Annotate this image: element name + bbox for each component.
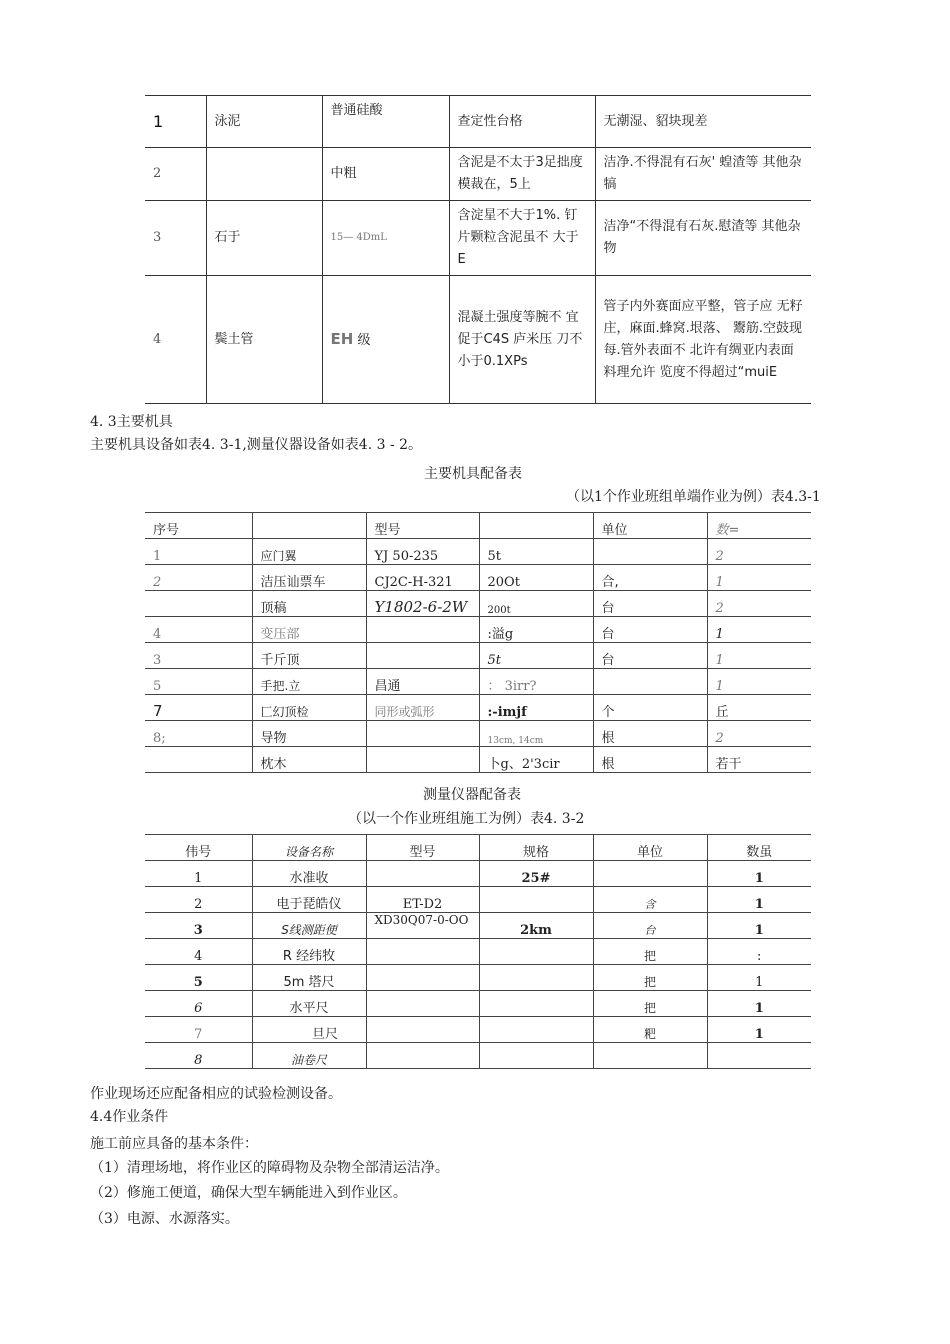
cell-name: 油卷尺: [252, 1043, 366, 1069]
cell-no: 7: [145, 1017, 252, 1043]
table-row: [145, 1043, 811, 1069]
survey-table: [145, 834, 811, 1069]
table-row: [145, 695, 811, 721]
cell-qty: 1: [707, 991, 811, 1017]
table-header-row: [145, 513, 811, 539]
cell-qty: 若干: [707, 747, 811, 773]
table-row: [145, 565, 811, 591]
machine-table-subtitle: （以1个作业班组单端作业为例）表4.3-1: [566, 489, 821, 505]
condition-item-1: （1）清理场地，将作业区的障碍物及杂物全部清运洁净。: [90, 1160, 449, 1176]
row-number: 1: [145, 96, 206, 148]
material-requirement: 混凝土强度等腕不 宜促于C4S 庐米压 刀不小于0.1XPs: [449, 276, 595, 404]
cell-spec: 2km: [479, 913, 593, 939]
cell-unit: 粑: [593, 1017, 707, 1043]
grade-suffix: 级: [357, 332, 371, 348]
cell-name: 变压部: [252, 617, 366, 643]
cell-spec: [479, 887, 593, 913]
table-row: [145, 148, 811, 201]
cell-model: [366, 1017, 479, 1043]
cell-model: [366, 861, 479, 887]
header-cell: 型号: [366, 835, 479, 861]
material-spec: 中粗: [322, 148, 449, 201]
cell-model: [366, 1043, 479, 1069]
cell-name: 水平尺: [252, 991, 366, 1017]
material-name: [206, 148, 322, 201]
cell-no: 6: [145, 991, 252, 1017]
table-row: [145, 721, 811, 747]
cell-name: 应门翼: [252, 539, 366, 565]
paragraph-4-3: 主要机具设备如表4. 3-1,测量仪器设备如表4. 3 - 2。: [90, 437, 423, 453]
table-row: [145, 201, 811, 276]
table-row: [145, 965, 811, 991]
cell-unit: 把: [593, 965, 707, 991]
cell-no: 5: [145, 965, 252, 991]
cell-name: 匚幻顶检: [252, 695, 366, 721]
material-name: 泳泥: [206, 96, 322, 148]
header-cell: 序号: [145, 513, 252, 539]
cell-name: S线测距便: [252, 913, 366, 939]
cell-no: 1: [145, 861, 252, 887]
cell-unit: 把: [593, 991, 707, 1017]
header-cell: 数=: [707, 513, 811, 539]
cell-unit: 把: [593, 939, 707, 965]
cell-spec: 20Ot: [479, 565, 593, 591]
table-row: [145, 939, 811, 965]
cell-spec: [479, 1017, 593, 1043]
cell-no: [145, 591, 252, 617]
cell-qty: 1: [707, 861, 811, 887]
cell-model: YJ 50-235: [366, 539, 479, 565]
survey-table-subtitle: （以一个作业班组施工为例）表4. 3-2: [348, 811, 585, 827]
header-cell: 设备名称: [252, 835, 366, 861]
material-spec: 15— 4DmL: [322, 201, 449, 276]
material-note: 无潮湿、貂块现差: [595, 96, 811, 148]
cell-name: 电于琵皓仪: [252, 887, 366, 913]
cell-spec: [479, 991, 593, 1017]
cell-qty: 2: [707, 591, 811, 617]
cell-qty: 丘: [707, 695, 811, 721]
cell-qty: 1: [707, 669, 811, 695]
cell-no: 4: [145, 939, 252, 965]
cell-no: 3: [145, 643, 252, 669]
grade-code: EH: [330, 329, 354, 348]
cell-model: 昌通: [366, 669, 479, 695]
material-spec: [322, 276, 449, 404]
cell-no: 8: [145, 1043, 252, 1069]
cell-spec: 5t: [479, 539, 593, 565]
cell-name: 顶稿: [252, 591, 366, 617]
cell-no: [145, 747, 252, 773]
cell-unit: 个: [593, 695, 707, 721]
cell-spec: 卜g、2'3cir: [479, 747, 593, 773]
material-requirement: 含淀星不大于1%. 钉片颗粒含泥虽不 大于E: [449, 201, 595, 276]
table-row: [145, 643, 811, 669]
material-spec: 普通硅酸: [322, 96, 449, 148]
cell-spec: 25#: [479, 861, 593, 887]
paragraph-tail: 作业现场还应配备相应的试验检测设备。: [90, 1086, 342, 1102]
table-row: [145, 276, 811, 404]
material-note: 管子内外赛面应平整，管子应 无籽庄，麻面.蜂窝.垠落、 鬻筋.空鼓现每.管外表面不 北许有绸亚内表面料理允许 览度不得超过“muiE: [595, 276, 811, 404]
cell-name: 枕木: [252, 747, 366, 773]
cell-qty: 1: [707, 887, 811, 913]
cell-model: [366, 747, 479, 773]
cell-name: 水准收: [252, 861, 366, 887]
cell-no: 2: [145, 565, 252, 591]
cell-spec: :溢g: [479, 617, 593, 643]
cell-qty: 1: [707, 565, 811, 591]
header-cell: 型号: [366, 513, 479, 539]
cell-spec: 13cm, 14cm: [479, 721, 593, 747]
material-name: 石于: [206, 201, 322, 276]
table-row: [145, 887, 811, 913]
material-note: 洁净“不得混有石灰.慰渣等 其他杂物: [595, 201, 811, 276]
table-row: [145, 861, 811, 887]
cell-spec: [479, 1043, 593, 1069]
cell-no: 7: [145, 695, 252, 721]
cell-no: 8;: [145, 721, 252, 747]
material-requirement: 含泥是不太于3足拙度模裁在，5上: [449, 148, 595, 201]
cell-model: [366, 617, 479, 643]
header-cell: 数虽: [707, 835, 811, 861]
table-row: [145, 669, 811, 695]
cell-qty: 1: [707, 1017, 811, 1043]
cell-spec: 200t: [479, 591, 593, 617]
section-heading-4-3: 4. 3主要机具: [90, 414, 173, 430]
cell-unit: [593, 669, 707, 695]
cell-model: [366, 939, 479, 965]
cell-model: XD30Q07-0-OO: [366, 913, 479, 939]
header-cell: 伟号: [145, 835, 252, 861]
cell-qty: 1: [707, 617, 811, 643]
cell-unit: 根: [593, 747, 707, 773]
condition-item-2: （2）修施工便道，确保大型车辆能进入到作业区。: [90, 1185, 407, 1201]
table-row: [145, 747, 811, 773]
cell-unit: [593, 861, 707, 887]
cell-qty: 1: [707, 913, 811, 939]
material-requirement: 查定性台格: [449, 96, 595, 148]
cell-spec: ： 3irr?: [479, 669, 593, 695]
table-row: [145, 539, 811, 565]
cell-no: 2: [145, 887, 252, 913]
cell-name: R 经纬牧: [252, 939, 366, 965]
cell-name: 导物: [252, 721, 366, 747]
cell-no: 5: [145, 669, 252, 695]
table-row: [145, 1017, 811, 1043]
material-name: 鬓土管: [206, 276, 322, 404]
cell-name: 洁压讪票车: [252, 565, 366, 591]
table-row: [145, 991, 811, 1017]
cell-model: Y1802-6-2W: [366, 591, 479, 617]
cell-qty: 1: [707, 643, 811, 669]
cell-name: 手把.立: [252, 669, 366, 695]
row-number: 4: [145, 276, 206, 404]
cell-unit: 合,: [593, 565, 707, 591]
material-note: 洁净.不得混有石灰' 蝗渣等 其他杂犒: [595, 148, 811, 201]
survey-table-title: 测量仪器配备表: [423, 787, 521, 803]
cell-spec: [479, 965, 593, 991]
cell-name: 旦尺: [252, 1017, 366, 1043]
cell-model: [366, 721, 479, 747]
cell-no: 4: [145, 617, 252, 643]
cell-unit: 台: [593, 643, 707, 669]
header-cell: [252, 513, 366, 539]
cell-unit: 台: [593, 913, 707, 939]
cell-qty: 2: [707, 721, 811, 747]
cell-unit: 含: [593, 887, 707, 913]
table-row: [145, 96, 811, 148]
cell-qty: [707, 1043, 811, 1069]
section-heading-4-4: 4.4作业条件: [90, 1109, 169, 1125]
cell-no: 3: [145, 913, 252, 939]
cell-name: 千斤顶: [252, 643, 366, 669]
cell-model: CJ2C-H-321: [366, 565, 479, 591]
row-number: 3: [145, 201, 206, 276]
machine-table-title: 主要机具配备表: [424, 466, 522, 482]
table-header-row: [145, 835, 811, 861]
cell-no: 1: [145, 539, 252, 565]
cell-model: [366, 991, 479, 1017]
condition-item-3: （3）电源、水源落实。: [90, 1211, 239, 1227]
cell-model: [366, 965, 479, 991]
header-cell: 规格: [479, 835, 593, 861]
cell-qty: :: [707, 939, 811, 965]
cell-qty: 2: [707, 539, 811, 565]
header-cell: 单位: [593, 835, 707, 861]
header-cell: 单位: [593, 513, 707, 539]
cell-spec: [479, 939, 593, 965]
cell-unit: 台: [593, 617, 707, 643]
cell-unit: 台: [593, 591, 707, 617]
materials-table: [145, 95, 811, 404]
cell-spec: 5t: [479, 643, 593, 669]
machine-table: [145, 512, 811, 773]
table-row: [145, 591, 811, 617]
cell-qty: 1: [707, 965, 811, 991]
paragraph-4-4: 施工前应具备的基本条件：: [90, 1136, 258, 1152]
row-number: 2: [145, 148, 206, 201]
cell-unit: [593, 1043, 707, 1069]
cell-spec: :-imjf: [479, 695, 593, 721]
cell-model: ET-D2: [366, 887, 479, 913]
table-row: [145, 913, 811, 939]
cell-unit: [593, 539, 707, 565]
table-row: [145, 617, 811, 643]
cell-name: 5m 塔尺: [252, 965, 366, 991]
header-cell: [479, 513, 593, 539]
cell-unit: 根: [593, 721, 707, 747]
cell-model: 同形或弧形: [366, 695, 479, 721]
cell-model: [366, 643, 479, 669]
